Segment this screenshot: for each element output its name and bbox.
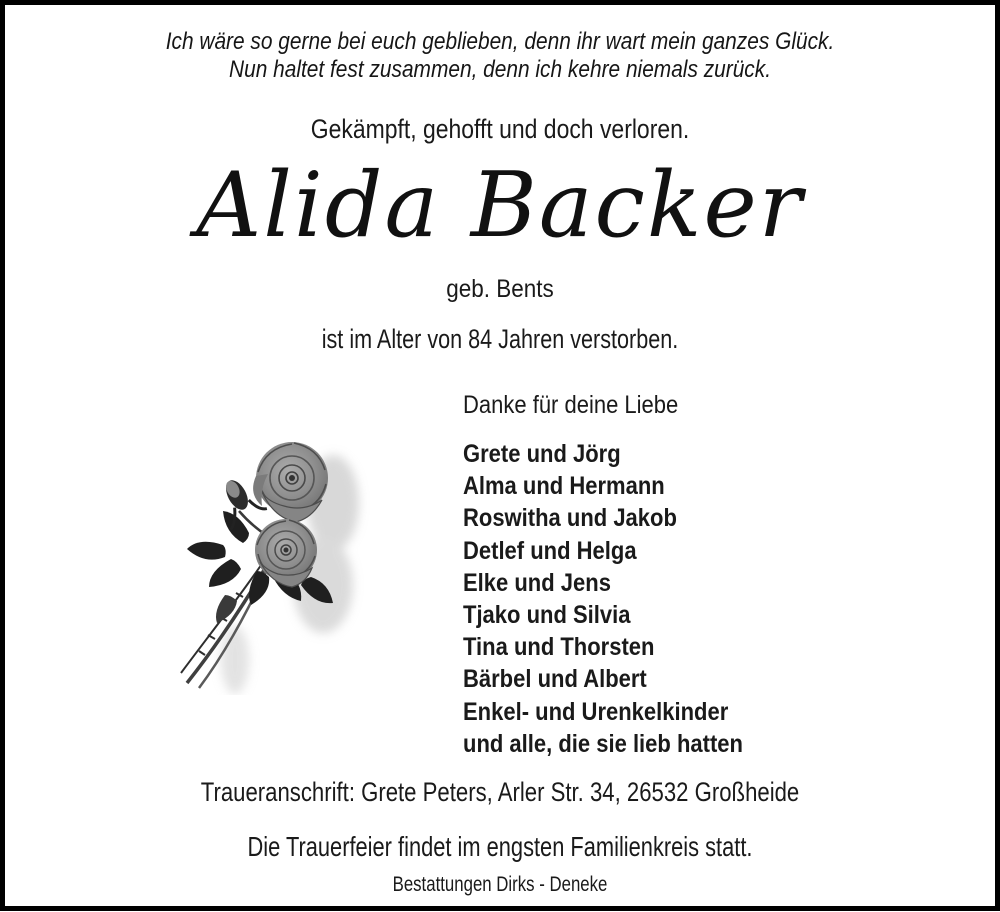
funeral-home-line: Bestattungen Dirks - Deneke [392, 873, 608, 896]
deceased-name: Alida Backer [196, 153, 804, 258]
mourner-row: Bärbel und Albert [463, 665, 647, 694]
epigraph-line-2: Nun haltet fest zusammen, denn ich kehre niemals zurück. [229, 56, 771, 83]
mourner-row: Enkel- und Urenkelkinder [463, 697, 729, 726]
mourner-row: Grete und Jörg [463, 440, 621, 468]
acknowledgement-block [463, 390, 743, 760]
ceremony-line: Die Trauerfeier findet im engsten Familienkreis statt. [247, 831, 753, 862]
epigraph [65, 28, 935, 84]
mourner-row: Tina und Thorsten [463, 633, 655, 662]
death-line: ist im Alter von 84 Jahren verstorben. [321, 324, 679, 354]
mourner-row: und alle, die sie lieb hatten [463, 729, 743, 758]
mourner-row: Detlef und Helga [463, 536, 637, 565]
epigraph-line-1: Ich wäre so gerne bei euch geblieben, denn ihr wart mein ganzes Glück. [165, 28, 835, 55]
mourner-row: Alma und Hermann [463, 472, 665, 501]
roses-illustration [165, 425, 395, 695]
mourners-list [463, 438, 743, 760]
motto-line: Gekämpft, gehofft und doch verloren. [310, 114, 690, 144]
thanks-line: Danke für deine Liebe [463, 391, 679, 419]
address-line: Traueranschrift: Grete Peters, Arler Str. 34, 26532 Großheide [200, 777, 800, 807]
mourner-row: Tjako und Silvia [463, 601, 631, 630]
mourner-row: Elke und Jens [463, 568, 611, 597]
birth-name-line: geb. Bents [446, 275, 554, 303]
mourner-row: Roswitha und Jakob [463, 504, 677, 533]
